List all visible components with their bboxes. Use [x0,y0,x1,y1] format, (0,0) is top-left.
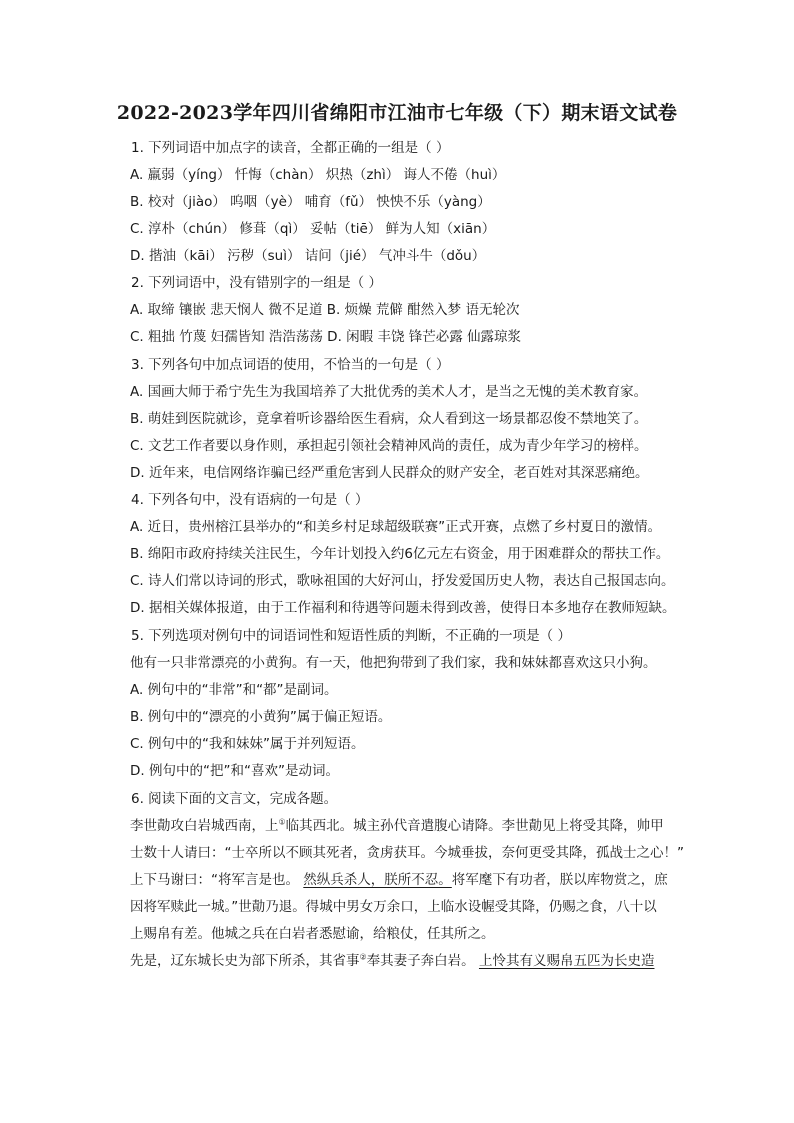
passage-line-5: 上赐帛有差。他城之兵在白岩者悉慰谕，给粮仗，任其所之。 [130,926,495,942]
passage-line-4: 因将军赎此一城。”世勣乃退。得城中男女万余口，上临水设幄受其降，仍赐之食，八十以 [130,899,657,915]
passage-text: 李世勣攻白岩城西南，上 [130,818,279,834]
question-3-option-d: D. 近年来，电信网络诈骗已经严重危害到人民群众的财产安全，老百姓对其深恶痛绝。 [130,465,649,481]
question-5-option-a: A. 例句中的“非常”和“都”是副词。 [130,682,338,698]
underlined-sentence: 上怜其有义赐帛五匹为长史造 [478,953,655,969]
question-6-stem: 6. 阅读下面的文言文，完成各题。 [131,791,338,807]
passage-text: 奉其妻子奔白岩。 [366,953,479,969]
passage-text: 上下马谢曰：“将军言是也。 [130,872,299,888]
question-1-option-b: B. 校对（jiào） 呜咽（yè） 哺育（fǔ） 怏怏不乐（yàng） [130,194,491,210]
question-4-stem: 4. 下列各句中，没有语病的一句是（ ） [131,492,369,508]
passage-line-1 [130,817,664,835]
underlined-sentence: 然纵兵杀人，朕所不忍。 [303,872,452,888]
question-5-option-b: B. 例句中的“漂亮的小黄狗”属于偏正短语。 [130,709,392,725]
question-5-stem: 5. 下列选项对例句中的词语词性和短语性质的判断，不正确的一项是（ ） [131,628,571,644]
passage-text: 临其西北。城主孙代音遣腹心请降。李世勣见上将受其降，帅甲 [285,818,664,834]
passage-line-6 [130,952,654,970]
question-3-option-c: C. 文艺工作者要以身作则，承担起引领社会精神风尚的责任，成为青少年学习的榜样。 [130,438,648,454]
question-2-options-ab: A. 取缔 镶嵌 悲天悯人 微不足道 B. 烦燥 荒僻 酣然入梦 语无轮次 [130,302,520,318]
question-1-option-a: A. 羸弱（yíng） 忏悔（chàn） 炽热（zhì） 诲人不倦（huì） [130,167,506,183]
question-5-example: 他有一只非常漂亮的小黄狗。有一天，他把狗带到了我们家，我和妹妹都喜欢这只小狗。 [130,655,657,671]
question-4-option-c: C. 诗人们常以诗词的形式，歌咏祖国的大好河山，抒发爱国历史人物，表达自己报国志向。 [130,573,675,589]
question-3-stem: 3. 下列各句中加点词语的使用，不恰当的一句是（ ） [131,357,450,373]
question-3-option-b: B. 萌娃到医院就诊，竟拿着听诊器给医生看病，众人看到这一场景都忍俊不禁地笑了。 [130,411,648,427]
question-1-stem: 1. 下列词语中加点字的读音，全都正确的一组是（ ） [131,140,450,156]
question-4-option-a: A. 近日，贵州榕江县举办的“和美乡村足球超级联赛”正式开赛，点燃了乡村夏日的激情。 [130,519,662,535]
footnote-marker: ② [359,952,367,962]
passage-line-3 [130,871,668,889]
passage-line-2: 士数十人请曰：“士卒所以不顾其死者，贪虏获耳。今城垂拔，奈何更受其降，孤战士之心！” [130,845,684,861]
question-3-option-a: A. 国画大师于希宁先生为我国培养了大批优秀的美术人才，是当之无愧的美术教育家。 [130,384,648,400]
page-title: 2022-2023学年四川省绵阳市江油市七年级（下）期末语文试卷 [116,102,678,124]
question-4-option-b: B. 绵阳市政府持续关注民生，今年计划投入约6亿元左右资金，用于困难群众的帮扶工作。 [130,546,670,562]
question-5-option-c: C. 例句中的“我和妹妹”属于并列短语。 [130,736,365,752]
question-1-option-c: C. 淳朴（chún） 修葺（qì） 妥帖（tiē） 鲜为人知（xiān） [130,221,496,237]
question-5-option-d: D. 例句中的“把”和“喜欢”是动词。 [130,763,339,779]
question-1-option-d: D. 揩油（kāi） 污秽（suì） 诘问（jié） 气冲斗牛（dǒu） [130,248,486,264]
question-4-option-d: D. 据相关媒体报道，由于工作福利和待遇等问题未得到改善，使得日本多地存在教师短缺。 [130,600,676,616]
footnote-marker: ① [278,817,286,827]
passage-text: 先是，辽东城长史为部下所杀，其省事 [130,953,360,969]
question-2-stem: 2. 下列词语中，没有错别字的一组是（ ） [131,275,382,291]
question-2-options-cd: C. 粗拙 竹蔑 妇孺皆知 浩浩荡荡 D. 闲暇 丰饶 锋芒必露 仙露琼浆 [130,329,522,345]
passage-text: 将军麾下有功者，朕以库物赏之，庶 [451,872,668,888]
